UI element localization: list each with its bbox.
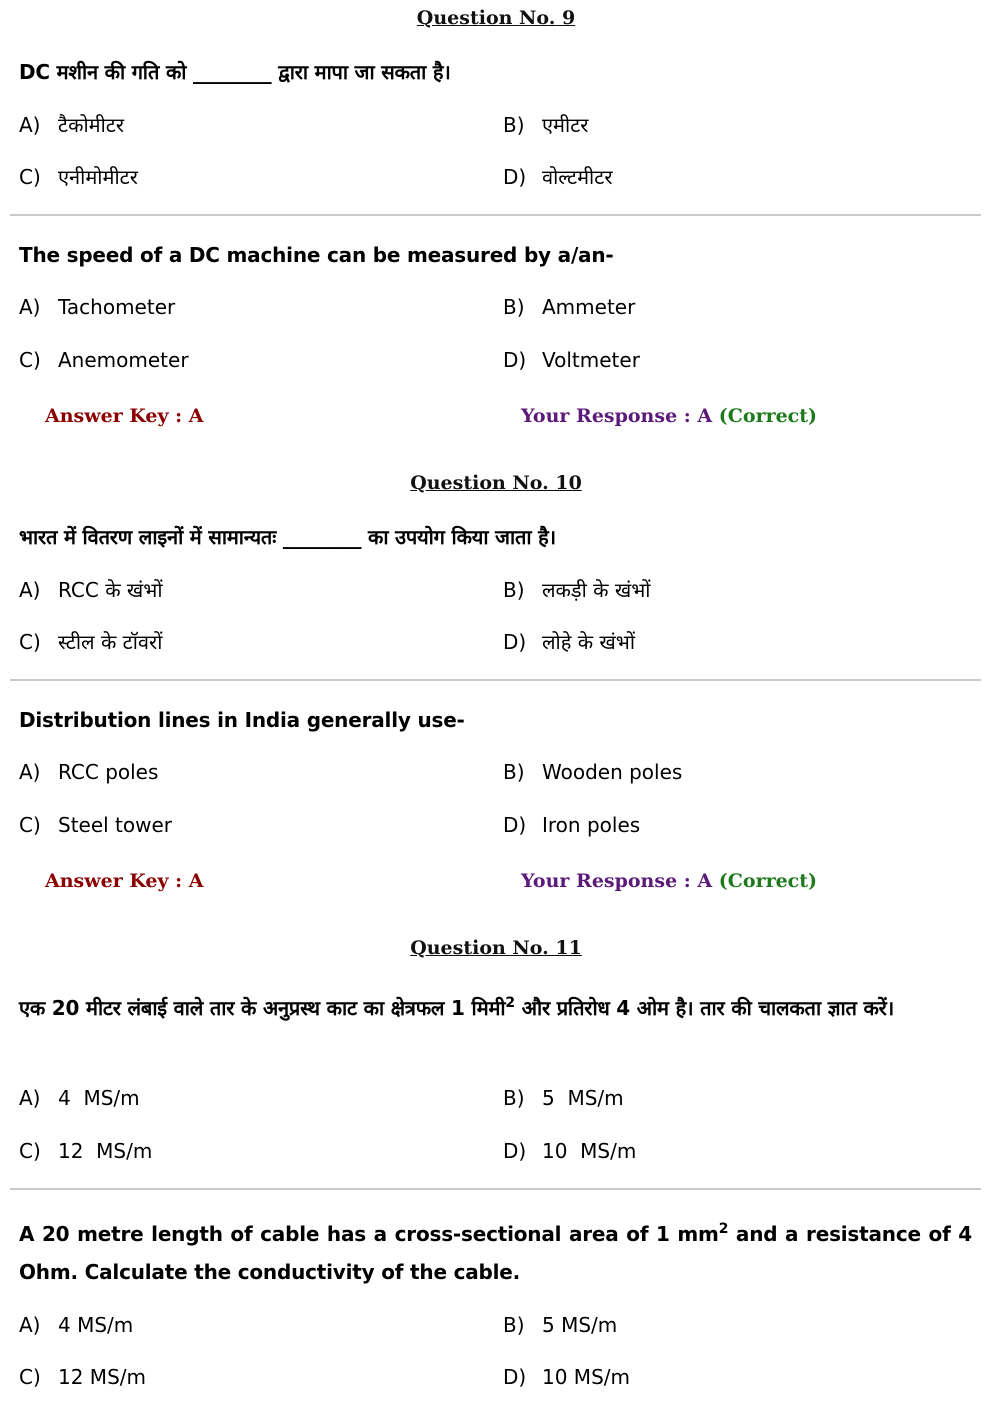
question-stem-hindi: DC मशीन की गति को ________ द्वारा मापा जा सकता है। [19,60,451,84]
stem-text: A 20 metre length of cable has a cross-sectional area of 1 mm [19,1222,719,1246]
option-d-hindi [503,164,613,190]
option-label: C) [19,1139,41,1163]
response-text: Your Response : A [521,405,713,427]
option-label: B) [503,295,525,319]
response-text: Your Response : A [521,870,713,892]
option-label: C) [19,630,41,654]
option-text: Anemometer [58,348,189,372]
question-stem-hindi: भारत में वितरण लाइनों में सामान्यतः ________ का उपयोग किया जाता है। [19,525,556,549]
option-text: Ammeter [542,295,636,319]
question-heading: Question No. 11 [410,937,582,959]
option-text: 12 MS/m [58,1139,153,1163]
option-a-hindi [19,577,163,603]
stem-text: and a resistance of 4 Ohm. Calculate the conductivity of the cable. [19,1222,972,1284]
option-a-english [19,1312,133,1338]
question-stem-english: The speed of a DC machine can be measured by a/an- [19,243,614,267]
option-text: Tachometer [58,295,176,319]
option-a-english [19,759,158,785]
option-label: C) [19,165,41,189]
option-text: Steel tower [58,813,173,837]
status-badge: (Correct) [718,405,818,427]
option-d-english [503,1364,630,1390]
option-c-english [19,347,189,373]
option-label: A) [19,113,41,137]
option-d-english [503,347,640,373]
option-d-english [503,812,640,838]
option-label: B) [503,578,525,602]
option-label: D) [503,630,527,654]
divider [10,1188,981,1190]
option-label: D) [503,1365,527,1389]
option-text: Wooden poles [542,760,683,784]
option-c-hindi [19,164,138,190]
option-text: RCC poles [58,760,159,784]
option-label: A) [19,760,41,784]
option-text: लोहे के खंभों [542,630,636,654]
option-label: D) [503,1139,527,1163]
option-label: A) [19,295,41,319]
question-stem-english: Distribution lines in India generally use- [19,708,465,732]
option-text: 4 MS/m [58,1313,134,1337]
answer-key: Answer Key : A [45,405,204,427]
option-text: लकड़ी के खंभों [542,578,651,602]
question-heading: Question No. 10 [410,472,582,494]
option-text: Iron poles [542,813,641,837]
option-text: टैकोमीटर [58,113,125,137]
option-text: 5 MS/m [542,1086,624,1110]
your-response [521,404,817,428]
your-response [521,869,817,893]
stem-text: एक 20 मीटर लंबाई वाले तार के अनुप्रस्थ काट का क्षेत्रफल 1 मिमी [19,996,506,1020]
option-text: RCC के खंभों [58,578,163,602]
question-stem-hindi [19,989,972,1027]
option-label: C) [19,813,41,837]
option-label: A) [19,578,41,602]
option-c-hindi [19,629,162,655]
option-text: 4 MS/m [58,1086,140,1110]
divider [10,214,981,216]
option-text: एनीमोमीटर [58,165,138,189]
option-label: B) [503,760,525,784]
option-b-english [503,759,682,785]
status-badge: (Correct) [718,870,818,892]
option-c-hindi [19,1138,152,1164]
option-b-hindi [503,112,588,138]
option-text: Voltmeter [542,348,640,372]
option-d-hindi [503,629,635,655]
option-text: एमीटर [542,113,589,137]
superscript: 2 [505,995,515,1011]
option-label: B) [503,113,525,137]
option-text: स्टील के टॉवरों [58,630,163,654]
option-b-hindi [503,577,650,603]
option-label: B) [503,1313,525,1337]
option-c-english [19,1364,146,1390]
option-label: D) [503,813,527,837]
stem-text: और प्रतिरोध 4 ओम है। तार की चालकता ज्ञात करें। [514,996,894,1020]
option-label: D) [503,165,527,189]
option-label: B) [503,1086,525,1110]
option-label: C) [19,1365,41,1389]
question-stem-english [19,1215,972,1291]
option-a-hindi [19,1085,140,1111]
option-text: 5 MS/m [542,1313,618,1337]
option-label: C) [19,348,41,372]
option-a-hindi [19,112,124,138]
option-b-hindi [503,1085,624,1111]
option-b-english [503,294,635,320]
option-text: 10 MS/m [542,1139,637,1163]
divider [10,679,981,681]
option-d-hindi [503,1138,636,1164]
option-a-english [19,294,175,320]
option-b-english [503,1312,617,1338]
superscript: 2 [718,1221,729,1237]
option-label: A) [19,1086,41,1110]
option-label: D) [503,348,527,372]
answer-key: Answer Key : A [45,870,204,892]
option-c-english [19,812,172,838]
option-text: वोल्टमीटर [542,165,613,189]
option-text: 12 MS/m [58,1365,146,1389]
question-heading: Question No. 9 [416,7,576,29]
option-label: A) [19,1313,41,1337]
option-text: 10 MS/m [542,1365,630,1389]
